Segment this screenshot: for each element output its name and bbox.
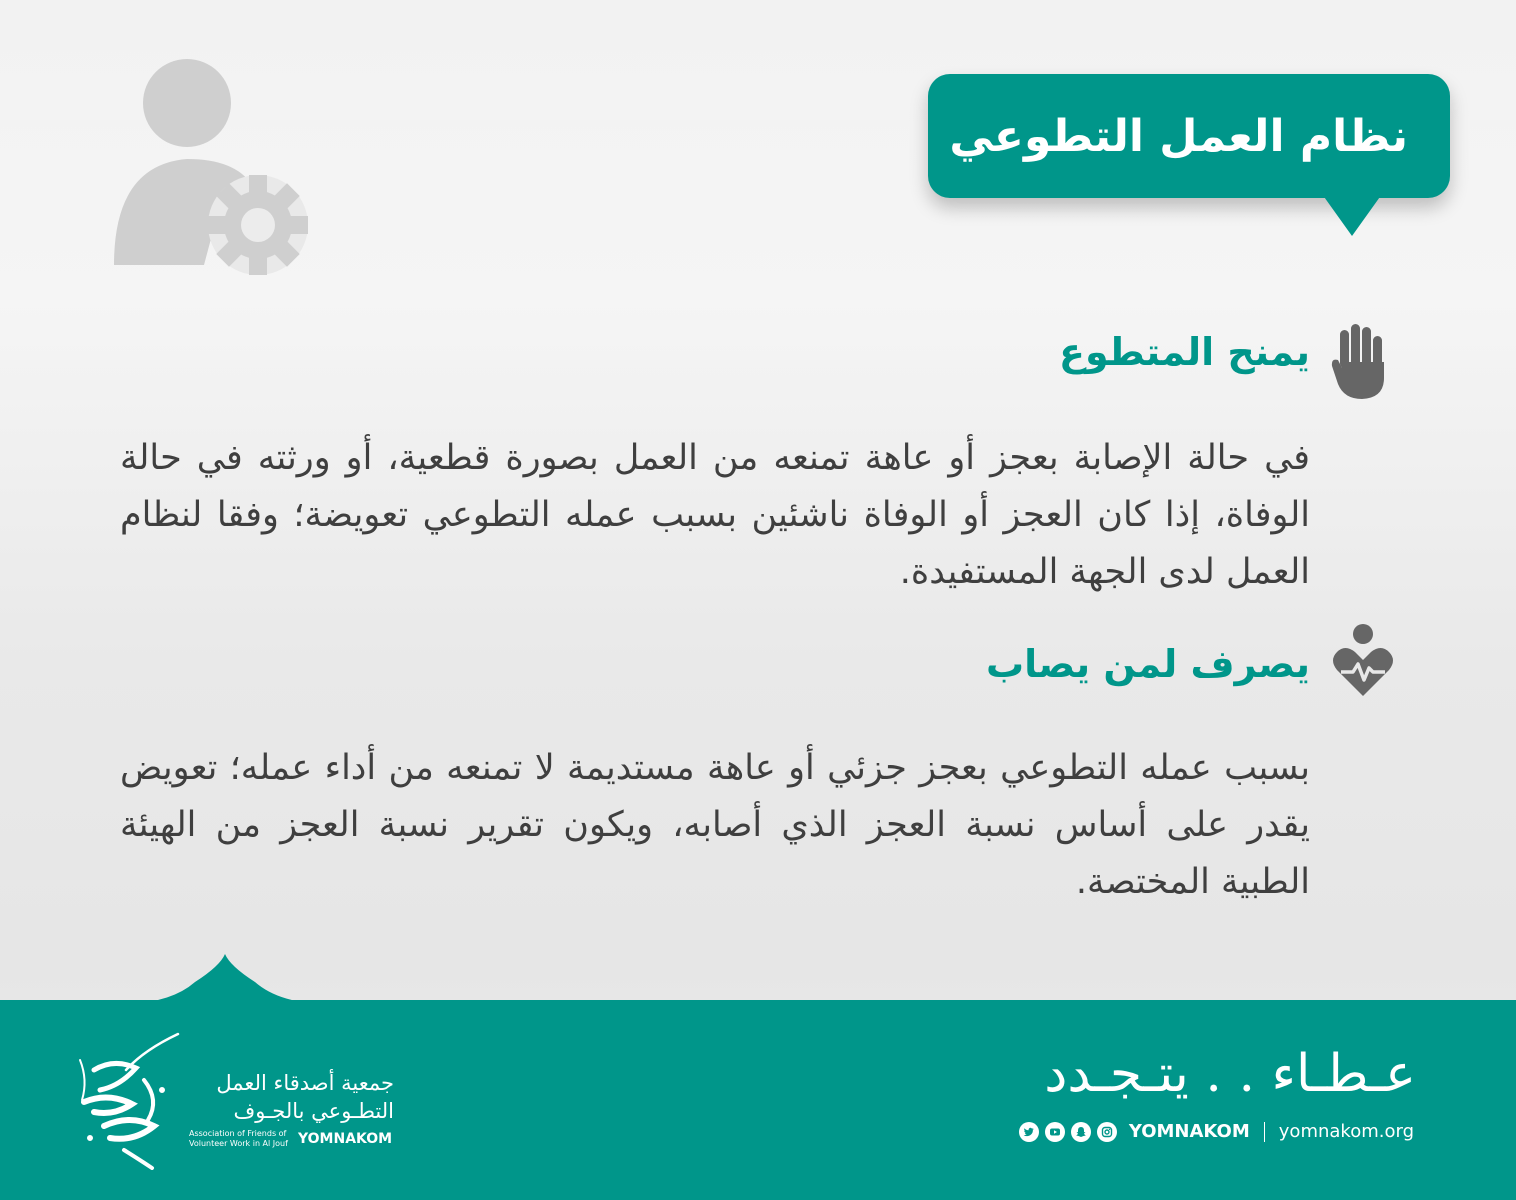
title-banner-pointer [1322, 194, 1382, 236]
organization-name-english [189, 1129, 288, 1149]
organization-logo-mark [74, 1030, 186, 1170]
footer-separator [1264, 1122, 1265, 1142]
twitter-icon[interactable] [1019, 1122, 1039, 1142]
social-handle: YOMNAKOM [1128, 1121, 1250, 1142]
page-title: نظام العمل التطوعي [949, 110, 1408, 162]
organization-name-arabic-line1: جمعية أصدقاء العمل [216, 1071, 394, 1095]
organization-brand: YOMNAKOM [298, 1131, 393, 1147]
section-heading-volunteer-granted: يمنح المتطوع [1059, 330, 1310, 374]
raised-hand-icon [1328, 322, 1392, 402]
organization-name-english-line2: Volunteer Work in Al Jouf [189, 1139, 288, 1148]
footer-decorative-bump [120, 952, 330, 1004]
social-links-row [1019, 1121, 1414, 1142]
health-heart-icon [1333, 622, 1393, 698]
section-heading-injured-compensation: يصرف لمن يصاب [985, 642, 1310, 686]
organization-name-arabic-line2: التطـوعي بالجـوف [233, 1099, 394, 1123]
youtube-icon[interactable] [1045, 1122, 1065, 1142]
snapchat-icon[interactable] [1071, 1122, 1091, 1142]
website-link[interactable]: yomnakom.org [1278, 1121, 1414, 1142]
instagram-icon[interactable] [1097, 1122, 1117, 1142]
section-body-volunteer-granted: في حالة الإصابة بعجز أو عاهة تمنعه من العمل بصورة قطعية، أو ورثته في حالة الوفاة، إذا كان العجز أو الوفاة ناشئين بسبب عمله التطوعي تعويضة؛ وفقا لنظام العمل لدى الجهة المستفيدة. [120, 438, 1310, 592]
user-settings-icon [100, 55, 330, 285]
organization-name-english-line1: Association of Friends of [189, 1129, 287, 1138]
section-body-injured-compensation: بسبب عمله التطوعي بعجز جزئي أو عاهة مستديمة لا تمنعه من أداء عمله؛ تعويض يقدر على أساس نسبة العجز الذي أصابه، ويكون تقرير نسبة العجز من الهيئة الطبية المختصة. [120, 748, 1310, 902]
title-banner [928, 74, 1450, 198]
slogan: عـطـاء . . يتـجـدد [1044, 1044, 1416, 1104]
